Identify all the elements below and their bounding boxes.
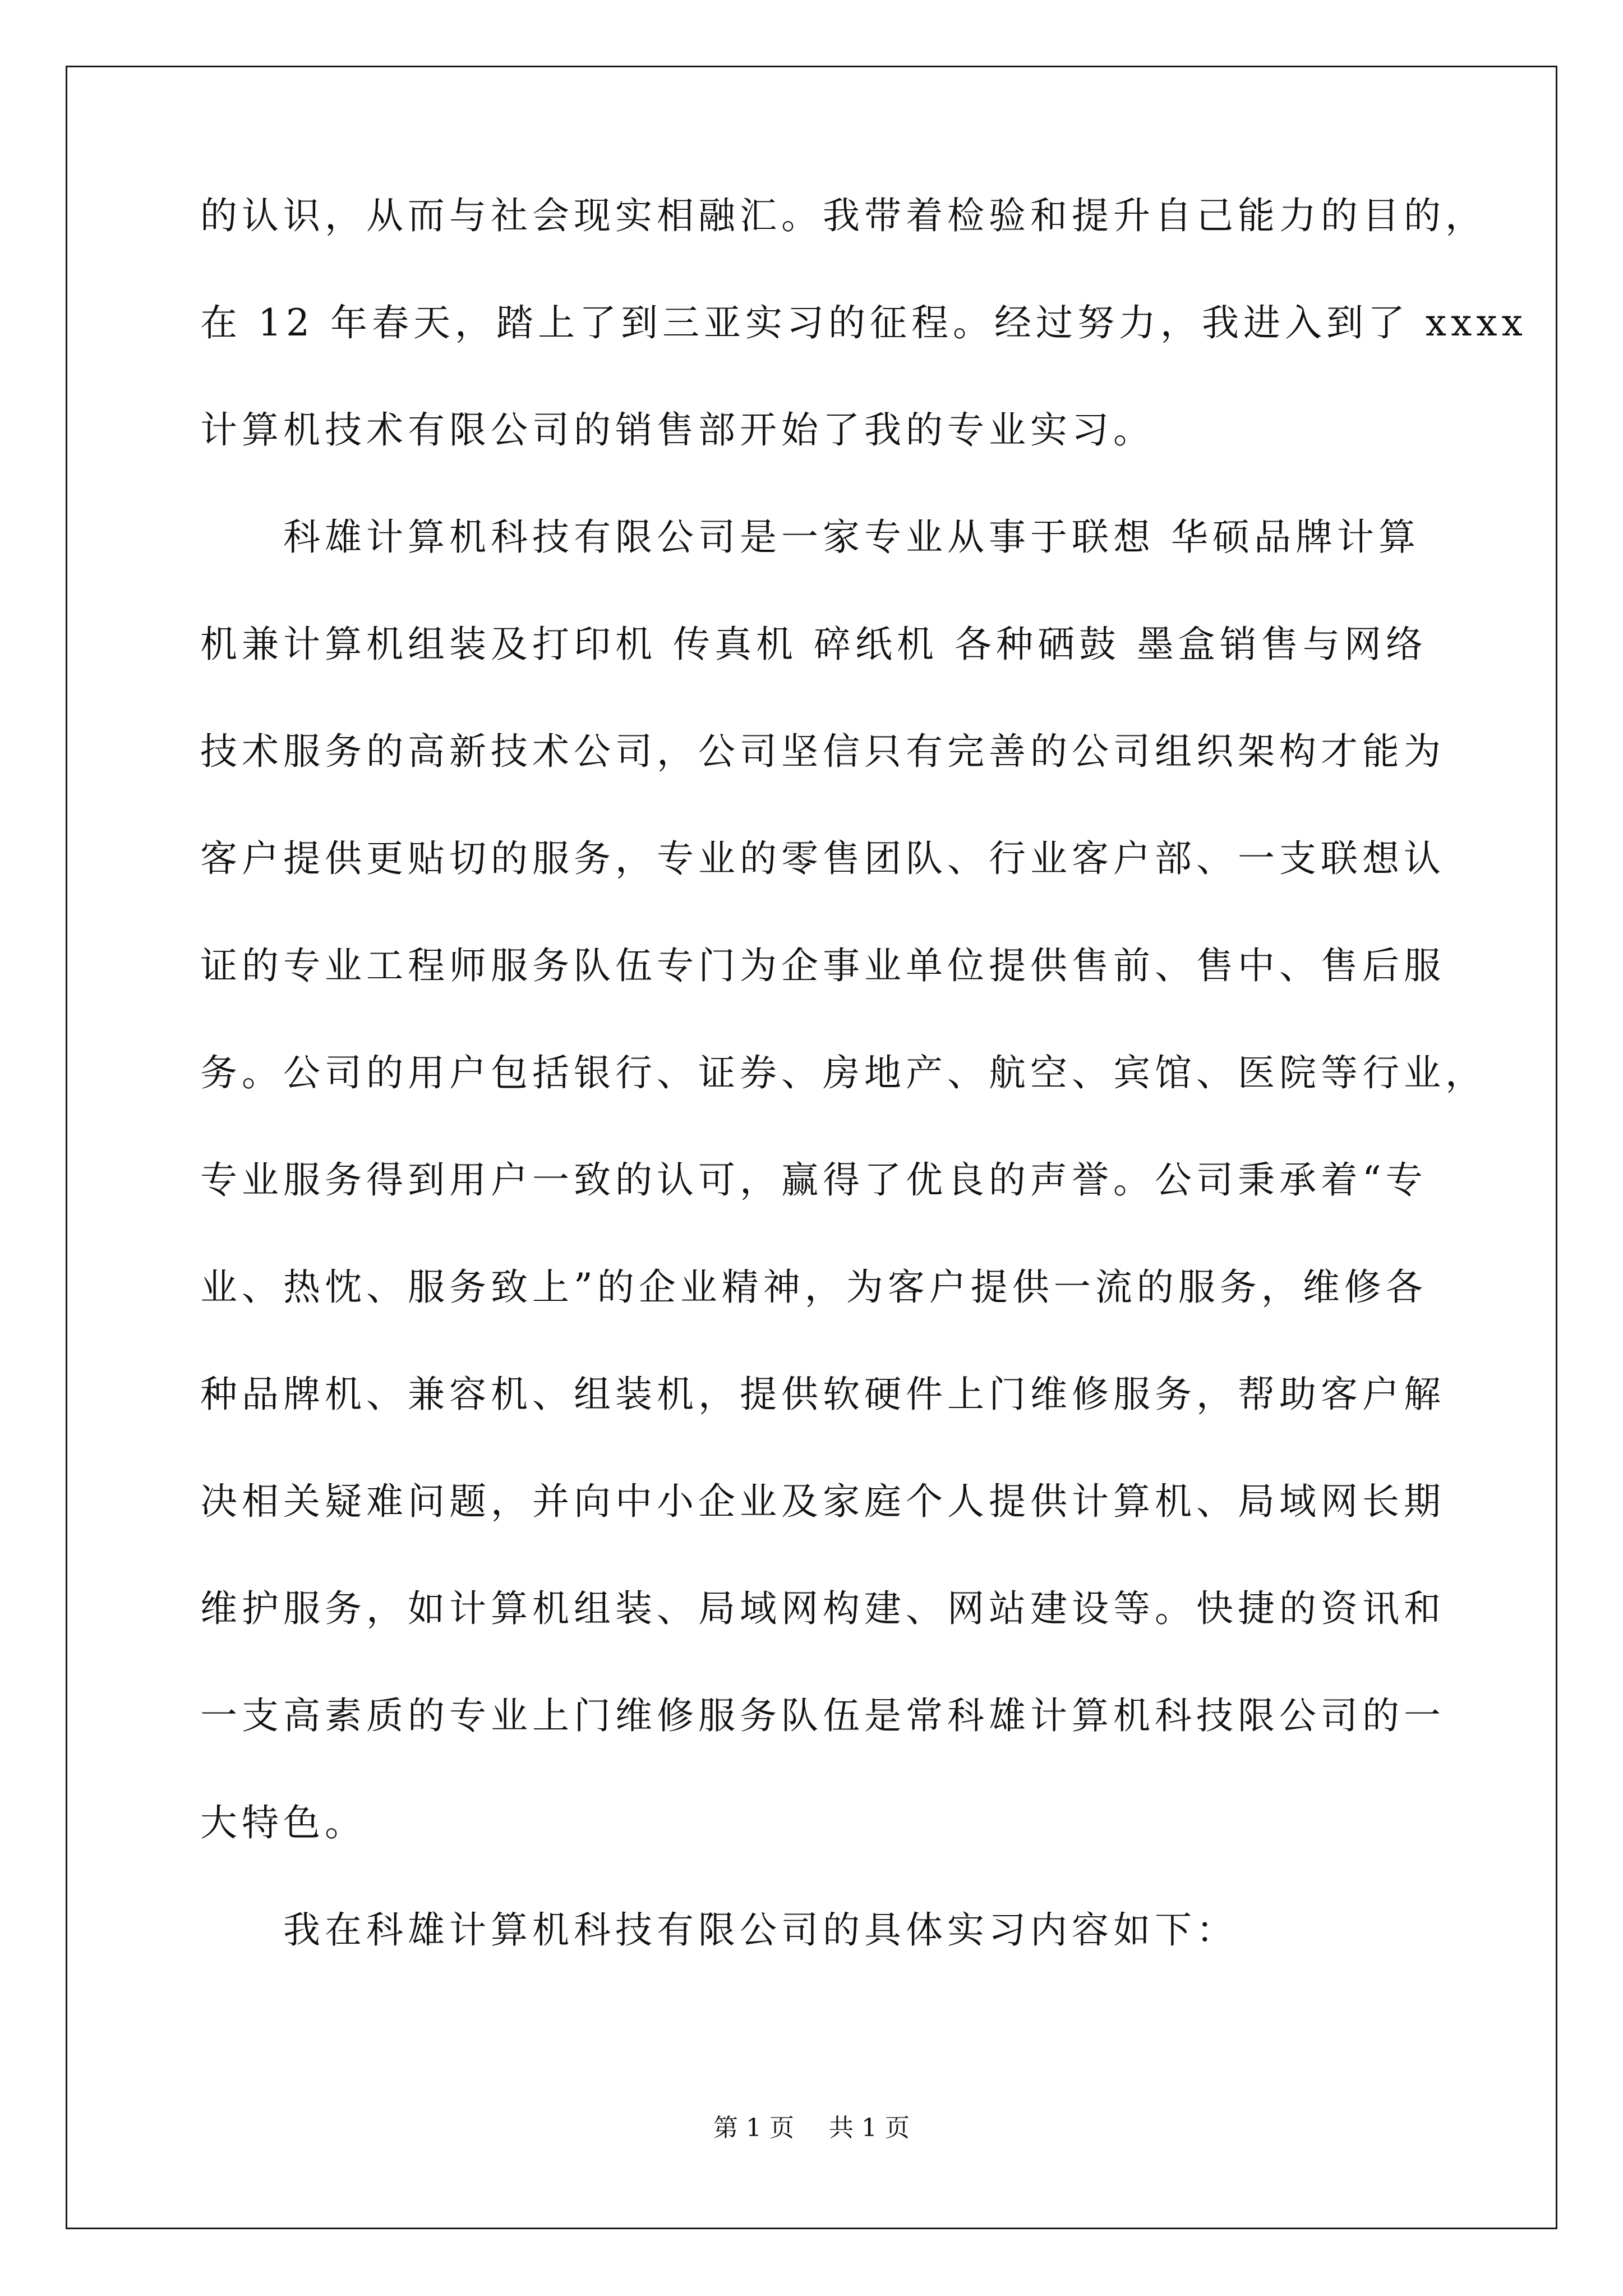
text-line: 决相关疑难问题，并向中小企业及家庭个人提供计算机、局域网长期 — [200, 1480, 1445, 1523]
text-line: 专业服务得到用户一致的认可，赢得了优良的声誉。公司秉承着“专 — [200, 1158, 1427, 1202]
text-line: 种品牌机、兼容机、组装机，提供软硬件上门维修服务，帮助客户解 — [200, 1373, 1445, 1416]
text-line: 客户提供更贴切的服务，专业的零售团队、行业客户部、一支联想认 — [200, 837, 1445, 880]
text-line: 一支高素质的专业上门维修服务队伍是常科雄计算机科技限公司的一 — [200, 1694, 1445, 1737]
text-line: 计算机技术有限公司的销售部开始了我的专业实习。 — [200, 408, 1155, 452]
text-line: 维护服务，如计算机组装、局域网构建、网站建设等。快捷的资讯和 — [200, 1587, 1445, 1630]
text-line: 技术服务的高新技术公司，公司坚信只有完善的公司组织架构才能为 — [200, 730, 1445, 773]
paragraph-first-line: 我在科雄计算机科技有限公司的具体实习内容如下： — [283, 1908, 1238, 1952]
document-body — [200, 190, 1527, 2011]
page-total: 共 1 页 — [829, 2114, 910, 2142]
text-line: 的认识，从而与社会现实相融汇。我带着检验和提升自己能力的目的， — [200, 194, 1487, 237]
text-line: 务。公司的用户包括银行、证券、房地产、航空、宾馆、医院等行业， — [200, 1051, 1487, 1094]
text-line: 机兼计算机组装及打印机 传真机 碎纸机 各种硒鼓 墨盒销售与网络 — [200, 623, 1427, 666]
paragraph-first-line: 科雄计算机科技有限公司是一家专业从事于联想 华硕品牌计算 — [283, 516, 1420, 559]
text-line: 业、热忱、服务致上”的企业精神，为客户提供一流的服务，维修各 — [200, 1266, 1427, 1309]
page-number: 第 1 页 — [713, 2114, 794, 2142]
text-line: 在 12 年春天，踏上了到三亚实习的征程。经过努力，我进入到了 xxxx — [200, 301, 1527, 344]
text-line: 证的专业工程师服务队伍专门为企事业单位提供售前、售中、售后服 — [200, 944, 1445, 987]
page-footer — [0, 2108, 1623, 2143]
text-line: 大特色。 — [200, 1801, 366, 1844]
